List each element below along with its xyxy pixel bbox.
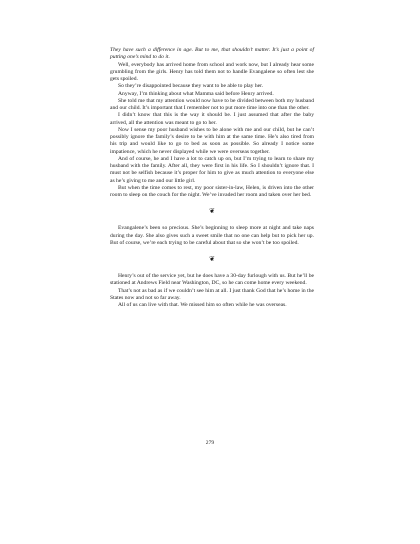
paragraph: Well, everybody has arrived home from school and work now, but I already hear some grumbling from the girls. Henry has told them not to handle Evangalene so often lest she gets spoiled. bbox=[110, 61, 314, 82]
paragraph: I didn’t know that this is the way it should be. I just assumed that after the baby arrived, all the attention was meant to go to her. bbox=[110, 112, 314, 126]
paragraph: Anyway, I’m thinking about what Mamma said before Henry arrived. bbox=[118, 90, 274, 97]
paragraph: They have such a difference in age. But to me, that shouldn’t matter. It’s just a point of putting one’s mind to do it. bbox=[110, 47, 314, 61]
paragraph: Evangalene’s been so precious. She’s beginning to sleep more at night and take naps during the day. She also gives such a sweet smile that no one can help but to pick her up. But of course, we’re each trying to be careful about that so she won’t be too spoiled. bbox=[110, 225, 314, 246]
paragraph: All of us can live with that. We missed him so often while he was overseas. bbox=[118, 302, 287, 308]
paragraph: She told me that my attention would now have to be divided between both my husband and our child. It’s important that I remember not to put more time into one than the other. bbox=[110, 97, 314, 111]
body-text bbox=[110, 47, 314, 309]
section-divider-icon: ❦ bbox=[209, 255, 215, 263]
paragraph: But when the time comes to rest, my poor sister-in-law, Helen, is driven into the other room to sleep on the couch for the night. We’ve invaded her room and taken over her bed. bbox=[110, 184, 314, 198]
paragraph: That’s not as bad as if we couldn’t see him at all. I just thank God that he’s home in the States now and not so far away. bbox=[110, 287, 314, 301]
paragraph: So they’re disappointed because they want to be able to play her. bbox=[118, 83, 264, 90]
paragraph: Now I sense my poor husband wishes to be alone with me and our child, but he can’t possibly ignore the family’s desire to be with him at the same time. He’s also tired from his trip and would like to go to bed as soon as possible. So already I notice some impatience, which he never displayed while we were overseas together. bbox=[110, 126, 314, 155]
section-divider-icon: ❦ bbox=[209, 207, 215, 216]
page-number: 279 bbox=[205, 440, 215, 446]
paragraph: And of course, he and I have a lot to catch up on, but I’m trying to learn to share my husband with the family. After all, they were first in his life. So I shouldn’t ignore that. I must not be selfish because it’s proper for him to give as much attention to everyone else as he’s giving to me and our little girl. bbox=[110, 155, 314, 184]
paragraph: Henry’s out of the service yet, but he does have a 30-day furlough with us. But he’ll be stationed at Andrews Field near Washington, DC, so he can come home every weekend. bbox=[110, 273, 314, 287]
